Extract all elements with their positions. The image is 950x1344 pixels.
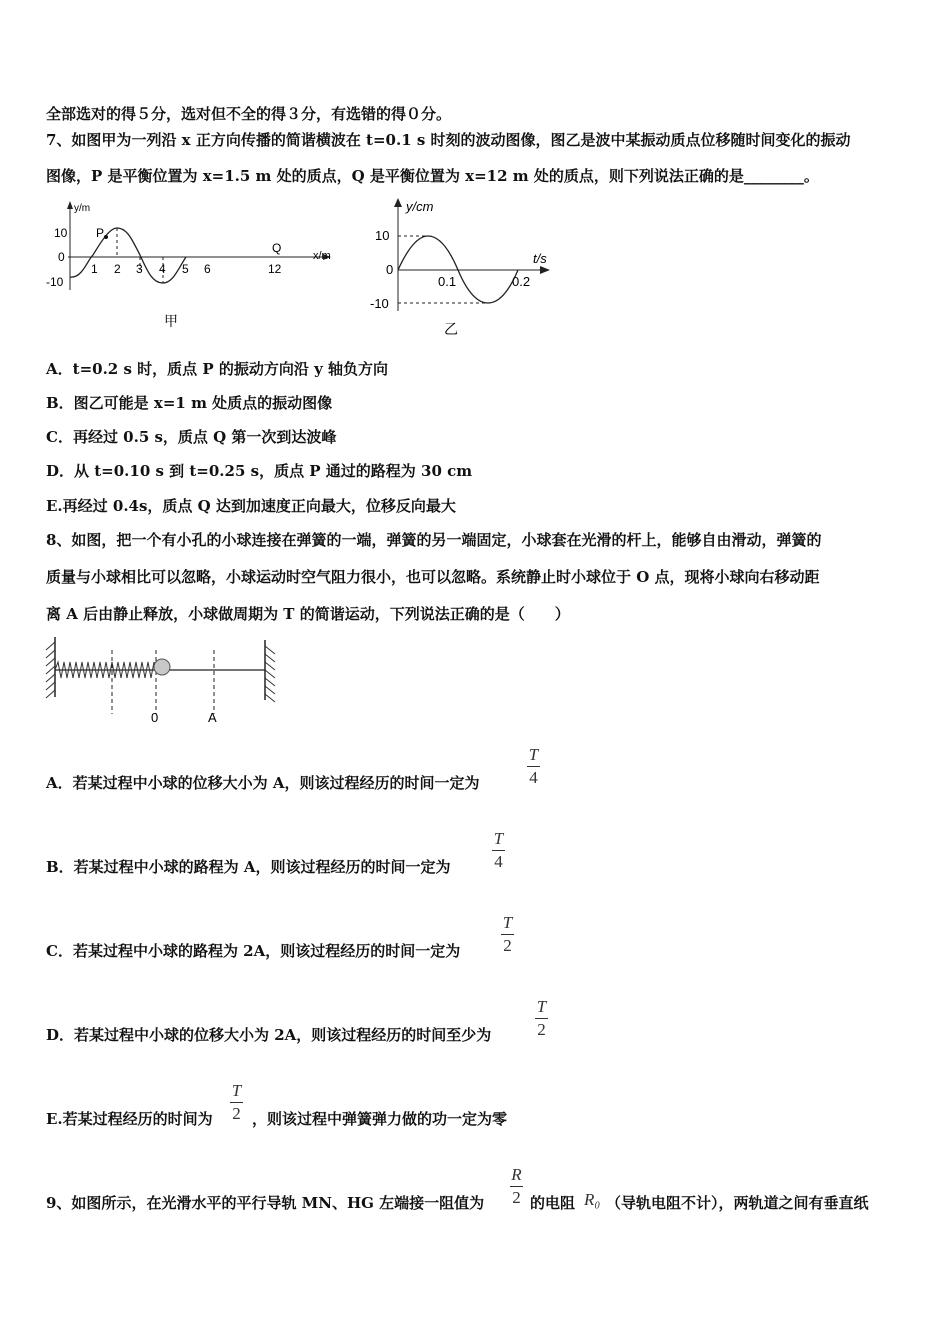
q9-r0: R₀ — [584, 1190, 601, 1209]
jia-xtick-12: 12 — [268, 262, 282, 276]
q8-spring-figure — [40, 632, 290, 728]
jia-xtick-5: 5 — [182, 262, 189, 276]
frac-numerator: T — [502, 913, 513, 932]
frac-numerator: R — [511, 1165, 522, 1184]
q9-stem-start: 9、如图所示，在光滑水平的平行导轨 MN、HG 左端接一阻值为 — [46, 1194, 485, 1212]
q7-stem-line2: 图像，P 是平衡位置为 x=1.5 m 处的质点，Q 是平衡位置为 x=12 m 处的质点，则下列说法正确的是________。 — [46, 167, 819, 185]
q8-option-a: A．若某过程中小球的位移大小为 A，则该过程经历的时间一定为 — [46, 774, 480, 792]
q7-stem-line1: 7、如图甲为一列沿 x 正方向传播的简谐横波在 t=0.1 s 时刻的波动图像，图乙是波中某振动质点位移随时间变化的振动 — [46, 131, 851, 149]
q8-option-c-fraction — [501, 914, 514, 955]
q7-option-a: A．t=0.2 s 时，质点 P 的振动方向沿 y 轴负方向 — [46, 360, 389, 378]
yi-ytick-neg10: -10 — [370, 296, 389, 311]
jia-q-label: Q — [272, 241, 282, 255]
frac-denominator: 2 — [232, 1104, 241, 1123]
q9-fraction — [510, 1166, 523, 1207]
yi-xtick-0.1: 0.1 — [438, 274, 457, 289]
q8-option-e-tail: ，则该过程中弹簧弹力做的功一定为零 — [252, 1110, 508, 1128]
q8-stem-line3: 离 A 后由静止释放，小球做周期为 T 的简谐运动，下列说法正确的是（ ） — [46, 605, 570, 623]
frac-numerator: T — [231, 1081, 242, 1100]
jia-xtick-1: 1 — [91, 262, 98, 276]
frac-denominator: 2 — [537, 1020, 546, 1039]
q7-vibration-graph-yi — [362, 193, 562, 343]
jia-ytick-0: 0 — [58, 250, 65, 264]
yi-ytick-10: 10 — [375, 228, 390, 243]
frac-denominator: 2 — [512, 1188, 521, 1207]
q8-option-a-fraction — [527, 746, 540, 787]
frac-denominator: 4 — [494, 852, 503, 871]
q7-option-c: C．再经过 0.5 s，质点 Q 第一次到达波峰 — [46, 428, 337, 446]
yi-xlabel: t/s — [533, 251, 547, 266]
jia-caption: 甲 — [164, 313, 178, 329]
jia-xtick-3: 3 — [136, 262, 143, 276]
frac-numerator: T — [528, 745, 539, 764]
frac-denominator: 4 — [529, 768, 538, 787]
q7-option-d: D．从 t=0.10 s 到 t=0.25 s，质点 P 通过的路程为 30 cm — [46, 462, 473, 480]
q8-option-c: C．若某过程中小球的路程为 2A，则该过程经历的时间一定为 — [46, 942, 461, 960]
point-p — [104, 235, 108, 239]
jia-ytick-10: 10 — [54, 226, 68, 240]
yi-xtick-0.2: 0.2 — [512, 274, 531, 289]
q8-option-e-fraction — [230, 1082, 243, 1123]
q7-wave-graph-jia — [40, 195, 345, 335]
q8-option-b-fraction — [492, 830, 505, 871]
yi-ylabel: y/cm — [406, 199, 434, 214]
jia-xtick-4: 4 — [159, 262, 166, 276]
q8-stem-line1: 8、如图，把一个有小孔的小球连接在弹簧的一端，弹簧的另一端固定，小球套在光滑的杆上，能够自由滑动，弹簧的 — [46, 531, 822, 549]
q8-option-d: D．若某过程中小球的位移大小为 2A，则该过程经历的时间至少为 — [46, 1026, 492, 1044]
q8-option-d-fraction — [535, 998, 548, 1039]
frac-numerator: T — [536, 997, 547, 1016]
yi-ytick-0: 0 — [386, 262, 394, 277]
q9-stem-end: （导轨电阻不计），两轨道之间有垂直纸 — [606, 1194, 869, 1212]
frac-denominator: 2 — [503, 936, 512, 955]
q8-stem-line2: 质量与小球相比可以忽略，小球运动时空气阻力很小，也可以忽略。系统静止时小球位于 O 点，现将小球向右移动距 — [46, 568, 820, 586]
jia-xtick-2: 2 — [114, 262, 121, 276]
ball — [154, 659, 170, 675]
frac-numerator: T — [493, 829, 504, 848]
q8-option-b: B．若某过程中小球的路程为 A，则该过程经历的时间一定为 — [46, 858, 451, 876]
q7-option-e: E.再经过 0.4s，质点 Q 达到加速度正向最大，位移反向最大 — [46, 497, 456, 515]
q8-a-label: A — [208, 710, 217, 725]
jia-xtick-6: 6 — [204, 262, 211, 276]
yi-caption: 乙 — [444, 321, 458, 337]
q8-o-label: 0 — [151, 710, 159, 725]
jia-p-label: P — [96, 226, 105, 240]
jia-xlabel: x/m — [313, 250, 331, 262]
q8-option-e: E.若某过程经历的时间为 — [46, 1110, 213, 1128]
jia-ytick-neg10: -10 — [46, 275, 64, 289]
jia-ylabel: y/m — [74, 203, 91, 214]
q9-stem-middle: 的电阻 — [530, 1194, 576, 1212]
q7-option-b: B．图乙可能是 x=1 m 处质点的振动图像 — [46, 394, 333, 412]
intro-text: 全部选对的得５分，选对但不全的得３分，有选错的得０分。 — [46, 105, 452, 123]
